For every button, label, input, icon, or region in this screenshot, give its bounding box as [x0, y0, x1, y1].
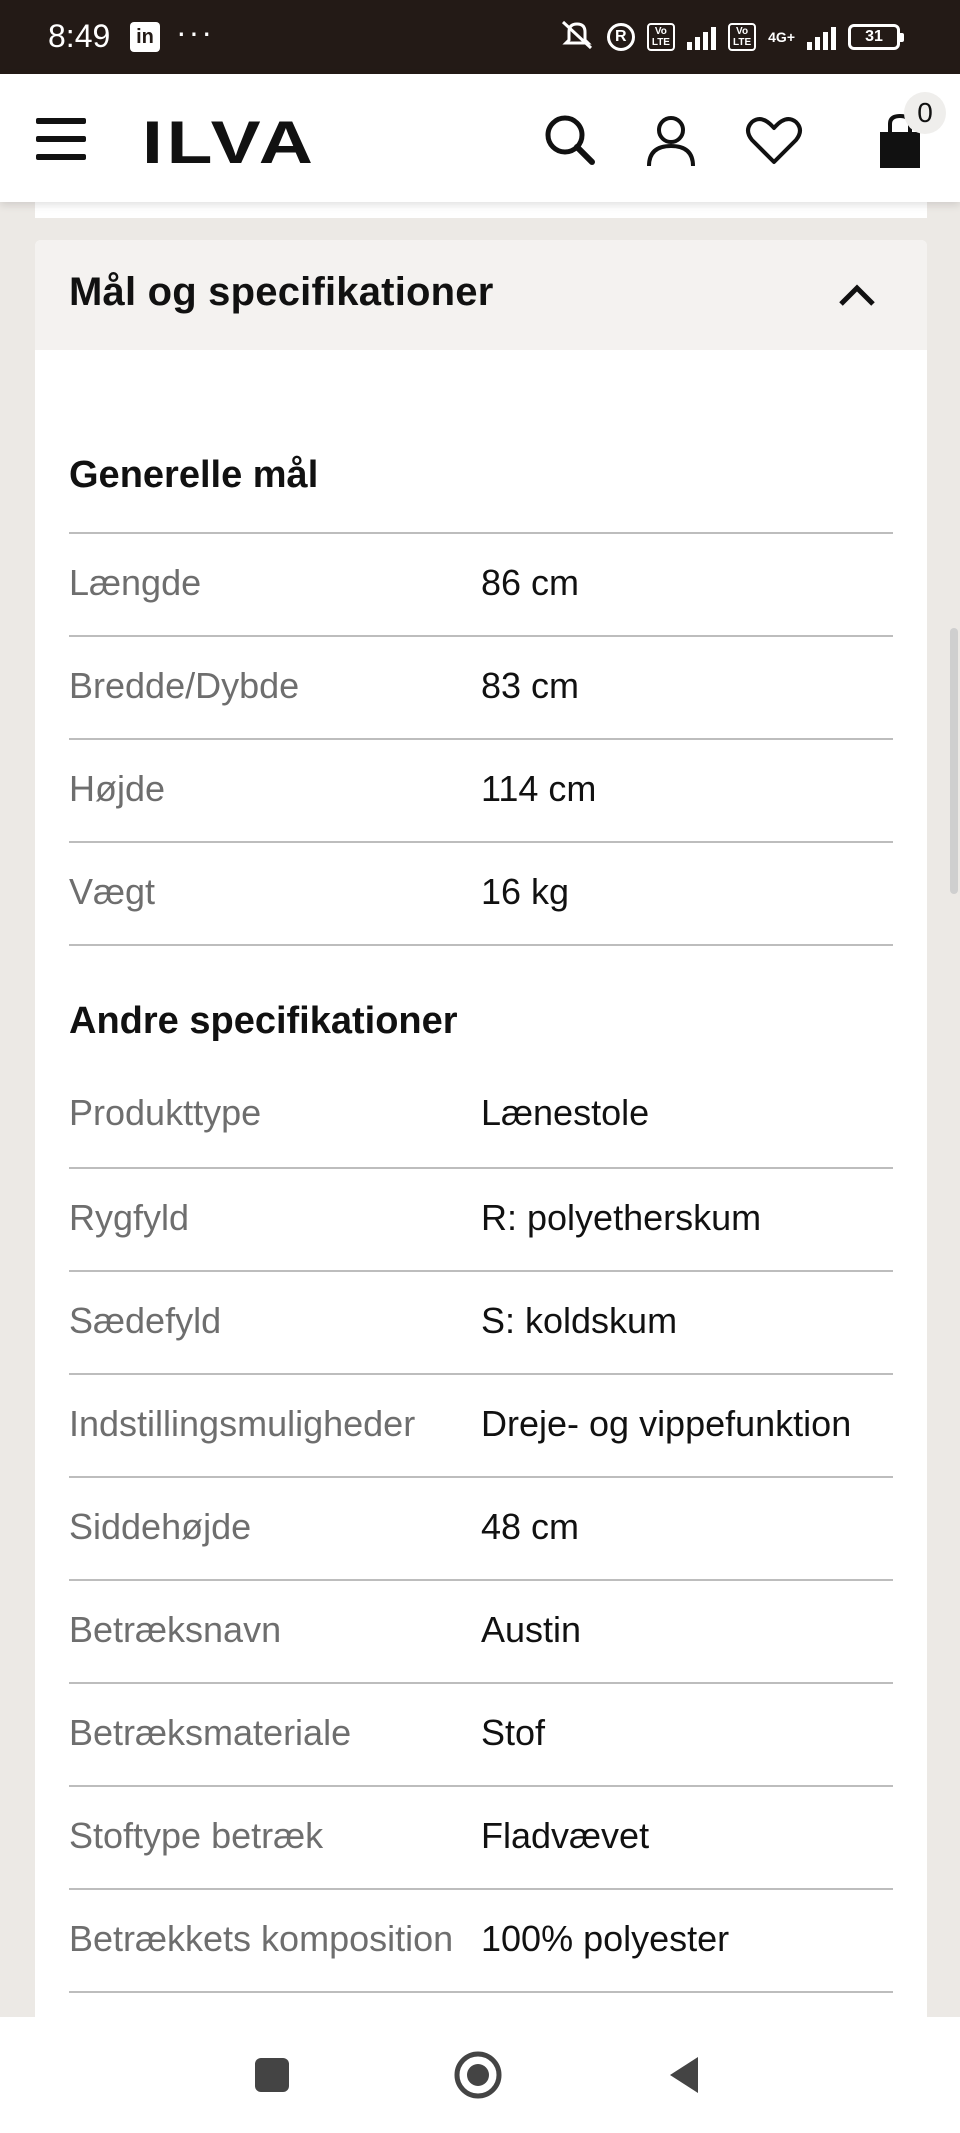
- spec-value: Austin: [481, 1609, 582, 1650]
- spec-row: [69, 1167, 893, 1270]
- spec-value: 100% polyester: [481, 1918, 730, 1959]
- mute-icon: [559, 18, 595, 56]
- volte-icon-1: Vo LTE: [647, 23, 675, 51]
- divider: [69, 944, 893, 946]
- other-specs-title: Andre specifikationer: [69, 1000, 458, 1042]
- heart-icon[interactable]: [744, 110, 804, 170]
- spec-label: Højde: [69, 768, 166, 809]
- spec-row: [69, 841, 893, 944]
- signal-icon-2: [807, 24, 836, 50]
- spec-label: Længde: [69, 562, 202, 603]
- accordion-title: Mål og specifikationer: [69, 270, 494, 314]
- battery-icon: 31: [848, 24, 900, 50]
- scrollbar[interactable]: [950, 628, 958, 894]
- recents-icon[interactable]: [246, 2049, 298, 2101]
- spec-value: 83 cm: [481, 665, 580, 706]
- spec-row: [69, 532, 893, 635]
- spec-value: 48 cm: [481, 1506, 580, 1547]
- spec-label: Rygfyld: [69, 1197, 190, 1238]
- spec-value: 86 cm: [481, 562, 580, 603]
- registered-icon: R: [607, 23, 635, 51]
- spec-value: 114 cm: [481, 768, 597, 809]
- divider: [69, 1991, 893, 1993]
- spec-value: Stof: [481, 1712, 546, 1753]
- cart-count-badge: 0: [904, 92, 946, 134]
- spec-label: Indstillingsmuligheder: [69, 1403, 416, 1444]
- menu-icon[interactable]: [36, 118, 86, 160]
- signal-icon-1: [687, 24, 716, 50]
- spec-row: [69, 1476, 893, 1579]
- more-notifications-icon: ···: [176, 14, 214, 50]
- system-icons: [559, 20, 900, 54]
- site-header: [0, 74, 960, 202]
- back-icon[interactable]: [660, 2049, 712, 2101]
- spec-label: Betrækkets komposition: [69, 1918, 454, 1959]
- account-icon[interactable]: [641, 110, 701, 170]
- spec-value: Lænestole: [481, 1092, 650, 1133]
- spec-row: [69, 738, 893, 841]
- spec-label: Bredde/Dybde: [69, 665, 300, 706]
- system-nav-bar: [0, 2017, 960, 2133]
- chevron-up-icon: [837, 278, 877, 310]
- spec-row: [69, 1373, 893, 1476]
- logo[interactable]: ILVA: [142, 109, 317, 176]
- status-bar: [0, 0, 960, 74]
- spec-value: R: polyetherskum: [481, 1197, 762, 1238]
- spec-label: Vægt: [69, 871, 156, 912]
- linkedin-icon: in: [130, 22, 160, 52]
- spec-value: 16 kg: [481, 871, 570, 912]
- spec-row: [69, 1270, 893, 1373]
- spec-row: [69, 1888, 893, 1991]
- spec-row: [69, 1064, 893, 1167]
- spec-row: [69, 635, 893, 738]
- search-icon[interactable]: [540, 110, 600, 170]
- spec-label: Sædefyld: [69, 1300, 222, 1341]
- spec-value: Dreje- og vippefunktion: [481, 1403, 852, 1444]
- network-type: 4G+: [768, 29, 795, 45]
- spec-label: Siddehøjde: [69, 1506, 252, 1547]
- spec-label: Betræksmateriale: [69, 1712, 352, 1753]
- spec-value: S: koldskum: [481, 1300, 678, 1341]
- spec-label: Stoftype betræk: [69, 1815, 324, 1856]
- status-time: 8:49: [48, 18, 111, 54]
- spec-row: [69, 1785, 893, 1888]
- home-icon[interactable]: [452, 2049, 504, 2101]
- spec-label: Betræksnavn: [69, 1609, 282, 1650]
- spec-label: Produkttype: [69, 1092, 262, 1133]
- general-dimensions-title: Generelle mål: [69, 454, 319, 496]
- specifications-accordion: [35, 240, 927, 2133]
- spec-row: [69, 1579, 893, 1682]
- spec-value: Fladvævet: [481, 1815, 650, 1856]
- accordion-header[interactable]: [35, 240, 927, 350]
- previous-section-card: [35, 202, 927, 218]
- spec-row: [69, 1682, 893, 1785]
- volte-icon-2: Vo LTE: [728, 23, 756, 51]
